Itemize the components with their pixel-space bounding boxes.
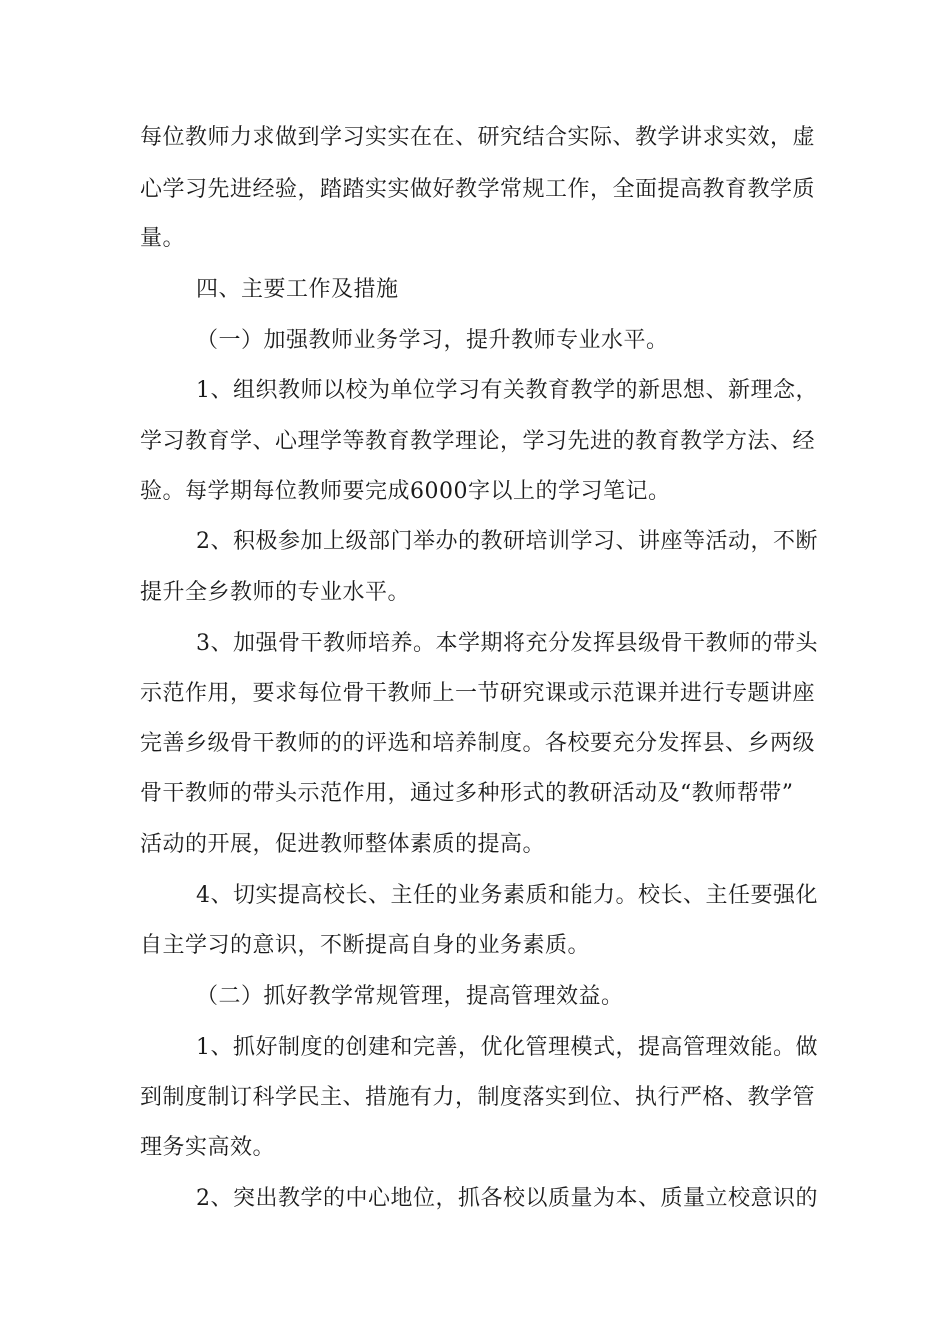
paragraph-line: 示范作用，要求每位骨干教师上一节研究课或示范课并进行专题讲座 [140,681,816,706]
paragraph-line: 验。每学期每位教师要完成6000字以上的学习笔记。 [140,479,671,504]
subsection-heading: （二）抓好教学常规管理，提高管理效益。 [196,984,624,1009]
paragraph-line: 3、加强骨干教师培养。本学期将充分发挥县级骨干教师的带头 [196,631,818,656]
paragraph-line: 量。 [140,226,186,251]
paragraph-line: 完善乡级骨干教师的的评选和培养制度。各校要充分发挥县、乡两级 [140,731,816,756]
section-heading: 四、主要工作及措施 [196,277,399,302]
paragraph-line: 2、突出教学的中心地位，抓各校以质量为本、质量立校意识的 [196,1186,818,1211]
subsection-heading: （一）加强教师业务学习，提升教师专业水平。 [196,328,669,353]
paragraph-line: 提升全乡教师的专业水平。 [140,580,411,605]
paragraph-line: 每位教师力求做到学习实实在在、研究结合实际、教学讲求实效，虚 [140,125,816,150]
paragraph-line: 心学习先进经验，踏踏实实做好教学常规工作，全面提高教育教学质 [140,177,816,202]
paragraph-line: 活动的开展，促进教师整体素质的提高。 [140,832,546,857]
paragraph-line: 自主学习的意识，不断提高自身的业务素质。 [140,933,591,958]
paragraph-line: 到制度制订科学民主、措施有力，制度落实到位、执行严格、教学管 [140,1085,816,1110]
paragraph-line: 理务实高效。 [140,1135,276,1160]
paragraph-line: 4、切实提高校长、主任的业务素质和能力。校长、主任要强化 [196,883,818,908]
paragraph-line: 骨干教师的带头示范作用，通过多种形式的教研活动及“教师帮带” [140,781,794,806]
paragraph-line: 1、抓好制度的创建和完善，优化管理模式，提高管理效能。做 [196,1035,818,1060]
paragraph-line: 学习教育学、心理学等教育教学理论，学习先进的教育教学方法、经 [140,429,816,454]
paragraph-line: 2、积极参加上级部门举办的教研培训学习、讲座等活动，不断 [196,529,818,554]
paragraph-line: 1、组织教师以校为单位学习有关教育教学的新思想、新理念， [196,378,818,403]
